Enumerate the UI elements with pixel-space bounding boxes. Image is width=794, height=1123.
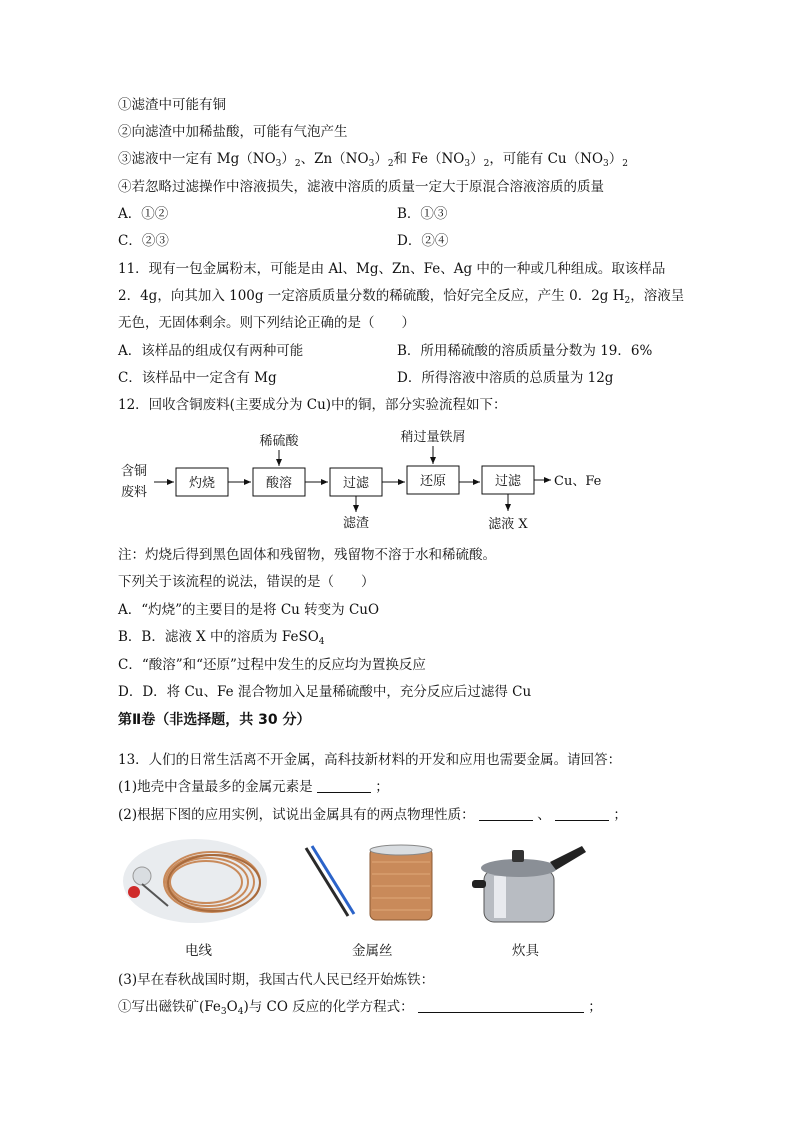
- flow-box-filter-2-label: 过滤: [494, 474, 522, 489]
- caption-cookware: 炊具: [512, 943, 539, 959]
- q11-option-c: C．该样品中一定含有 Mg: [118, 370, 277, 386]
- text: 、: [537, 807, 551, 823]
- q13-part-1: [118, 778, 389, 796]
- subscript: 2: [622, 159, 628, 169]
- text: (1)地壳中含量最多的金属元素是: [118, 779, 313, 795]
- q10-statement-4: ④若忽略过滤操作中溶液损失，滤液中溶质的质量一定大于原混合溶液溶质的质量: [118, 179, 604, 195]
- caption-electric-wire: 电线: [185, 943, 212, 959]
- answer-blank-1[interactable]: [317, 780, 371, 793]
- text: ）: [374, 151, 388, 167]
- text: ）: [470, 151, 484, 167]
- answer-blank-2a[interactable]: [479, 808, 533, 821]
- subscript: 3: [464, 159, 471, 169]
- answer-blank-2b[interactable]: [555, 808, 609, 821]
- q11-stem-line-3: 无色，无固体剩余。则下列结论正确的是（ ）: [118, 315, 415, 331]
- q12-stem: 12．回收含铜废料(主要成分为 Cu)中的铜，部分实验流程如下：: [118, 397, 507, 413]
- electric-wire-coil-image: [120, 836, 270, 926]
- q13-part-3: (3)早在春秋战国时期，我国古代人民已经开始炼铁：: [118, 972, 435, 988]
- flow-product: Cu、Fe: [554, 474, 602, 489]
- q12-question: 下列关于该流程的说法，错误的是（ ）: [118, 574, 375, 590]
- text: 和 Fe（NO: [393, 151, 465, 167]
- q11-stem-line-2: [118, 287, 684, 305]
- q10-statement-3: [118, 150, 628, 168]
- process-flow-diagram: [115, 425, 615, 537]
- caption-metal-wire: 金属丝: [352, 943, 393, 959]
- subscript: 2: [387, 159, 394, 169]
- text: ；: [613, 807, 627, 823]
- text: O: [226, 999, 238, 1015]
- text: ；: [375, 779, 389, 795]
- flow-output-filtrate-x: 滤液 X: [488, 517, 528, 532]
- q11-stem-line-1: 11．现有一包金属粉末，可能是由 Al、Mg、Zn、Fe、Ag 中的一种或几种组成。取该样品: [118, 261, 666, 277]
- q10-option-a: A．①②: [118, 206, 169, 222]
- q11-option-d: D．所得溶液中溶质的总质量为 12g: [397, 370, 614, 386]
- text: ①写出磁铁矿(Fe: [118, 999, 221, 1015]
- text: (2)根据下图的应用实例，试说出金属具有的两点物理性质：: [118, 807, 475, 823]
- flow-output-residue: 滤渣: [342, 516, 370, 531]
- q13-part-2: [118, 806, 627, 824]
- text: B．B．滤液 X 中的溶质为 FeSO: [118, 629, 319, 645]
- text: )与 CO 反应的化学方程式：: [243, 999, 414, 1015]
- subscript: 3: [368, 159, 375, 169]
- q12-option-c: C．“酸溶”和“还原”过程中发生的反应均为置换反应: [118, 657, 426, 673]
- answer-blank-equation[interactable]: [418, 1000, 584, 1013]
- text: ③滤液中一定有 Mg（NO: [118, 151, 276, 167]
- flow-box-acid-dissolve-label: 酸溶: [265, 476, 293, 491]
- text: 2．4g，向其加入 100g 一定溶质质量分数的稀硫酸，恰好完全反应，产生 0．2g H: [118, 288, 625, 304]
- subscript: 2: [483, 159, 490, 169]
- q10-statement-1: ①滤渣中可能有铜: [118, 97, 226, 113]
- flow-box-reduce-label: 还原: [419, 474, 447, 489]
- q13-part-3-1: [118, 998, 602, 1016]
- q12-option-a: A．“灼烧”的主要目的是将 Cu 转变为 CuO: [118, 602, 380, 618]
- section-2-heading: 第Ⅱ卷（非选择题，共 30 分）: [118, 712, 311, 728]
- flow-box-filter-1-label: 过滤: [342, 476, 370, 491]
- subscript: 3: [275, 159, 282, 169]
- text: ，溶液呈: [630, 288, 685, 304]
- flow-input-acid: 稀硫酸: [259, 434, 299, 449]
- pressure-cooker-image: [470, 836, 588, 928]
- subscript: 4: [237, 1007, 244, 1017]
- text: ，可能有 Cu（NO: [489, 151, 604, 167]
- q13-stem: 13．人们的日常生活离不开金属，高科技新材料的开发和应用也需要金属。请回答：: [118, 752, 622, 768]
- text: ）: [608, 151, 623, 167]
- q12-option-d: D．D．将 Cu、Fe 混合物加入足量稀硫酸中，充分反应后过滤得 Cu: [118, 684, 532, 700]
- q10-option-d: D．②④: [397, 233, 449, 249]
- q12-option-b: [118, 628, 325, 646]
- flow-start-line1: 含铜: [121, 464, 148, 479]
- subscript: 3: [603, 159, 609, 169]
- text: ；: [588, 999, 602, 1015]
- flow-box-roast-label: 灼烧: [188, 476, 216, 491]
- subscript: 2: [294, 159, 301, 169]
- text: ）: [281, 151, 295, 167]
- text: 、Zn（NO: [300, 151, 369, 167]
- q12-note: 注：灼烧后得到黑色固体和残留物，残留物不溶于水和稀硫酸。: [118, 547, 496, 563]
- subscript: 4: [318, 637, 325, 647]
- subscript: 2: [624, 296, 631, 306]
- q10-option-c: C．②③: [118, 233, 169, 249]
- flow-start-line2: 废料: [121, 485, 148, 500]
- metal-wire-spool-image: [300, 842, 435, 924]
- q10-statement-2: ②向滤渣中加稀盐酸，可能有气泡产生: [118, 124, 348, 140]
- subscript: 3: [220, 1007, 227, 1017]
- q10-option-b: B．①③: [397, 206, 448, 222]
- flow-input-iron: 稍过量铁屑: [400, 430, 466, 445]
- q11-option-b: B．所用稀硫酸的溶质质量分数为 19．6%: [397, 343, 653, 359]
- q11-option-a: A．该样品的组成仅有两种可能: [118, 343, 304, 359]
